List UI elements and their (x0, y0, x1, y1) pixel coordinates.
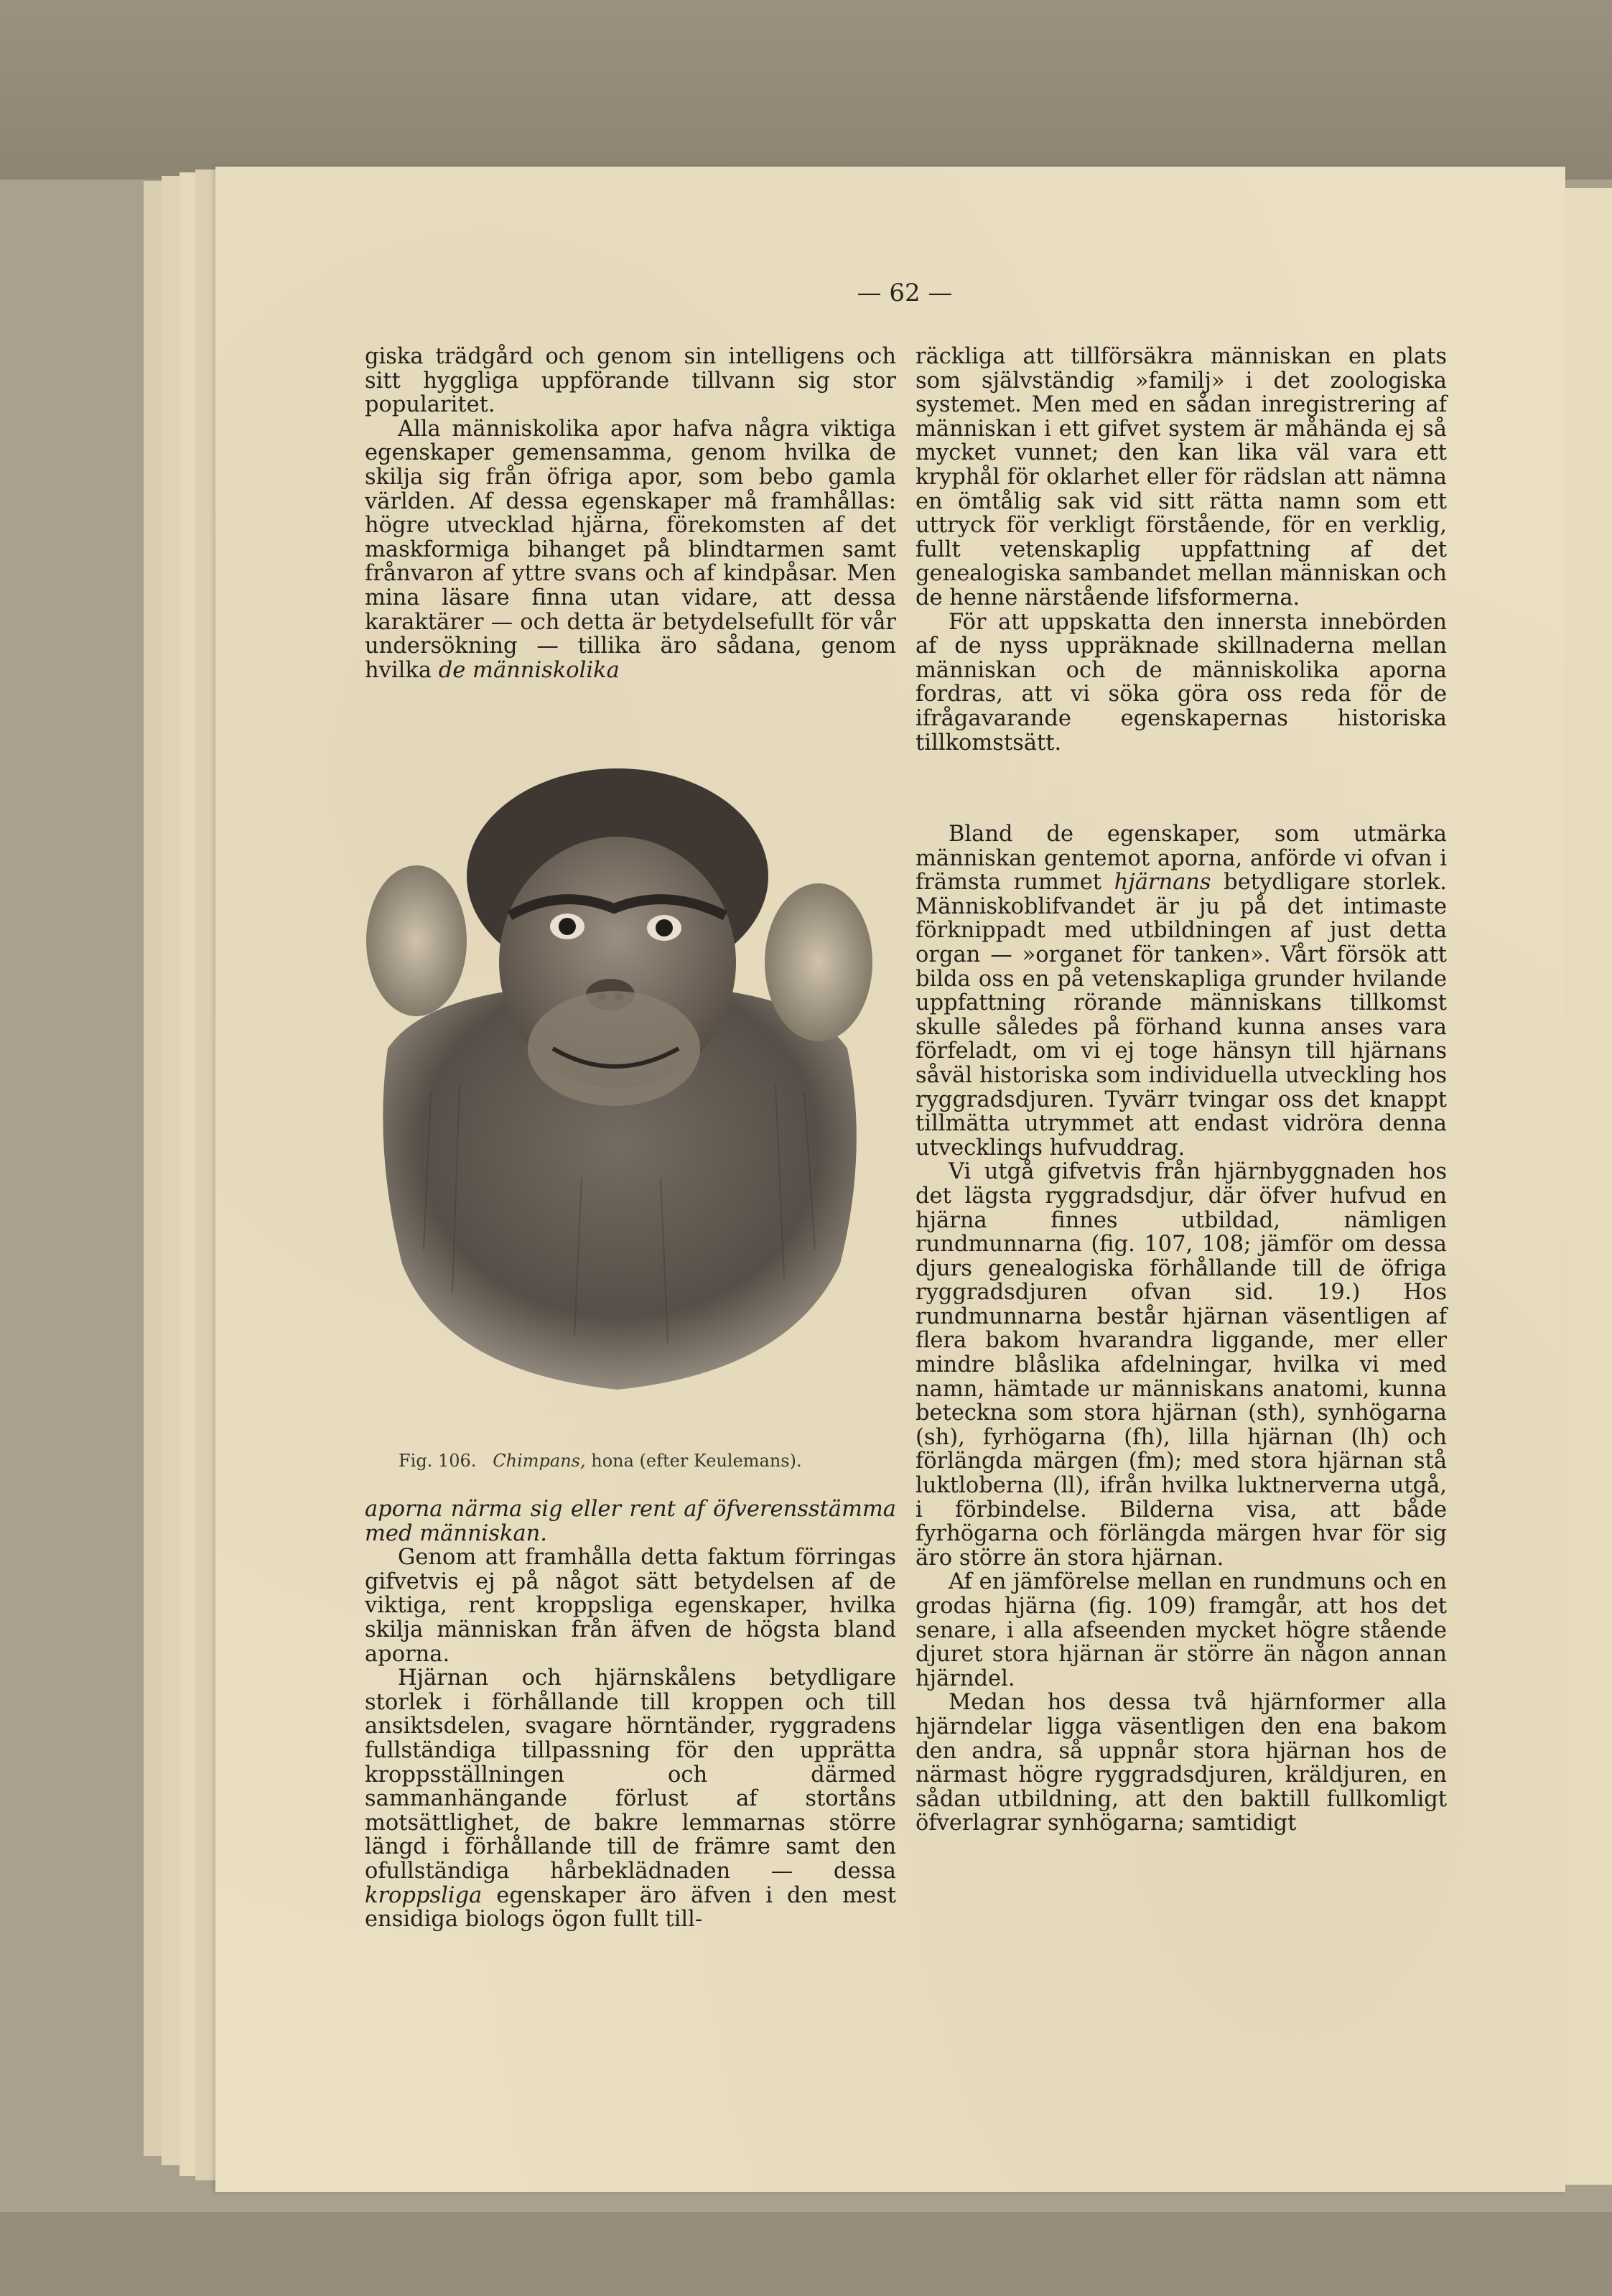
chimpanzee-figure (345, 747, 898, 1393)
right-column-bottom (916, 822, 1447, 1836)
page-number: — 62 — (857, 279, 953, 307)
backdrop-bottom (0, 2212, 1612, 2296)
paragraph: För att uppskatta den innersta innebörden af de nyss uppräknade skillnaderna mellan människan och de människolika aporna fordras, att vi söka göra oss reda för de ifrågavarande egenskapernas historiska tillkomstsätt. (916, 609, 1447, 756)
facing-page-edge (1558, 188, 1612, 2185)
left-column-top (365, 345, 896, 682)
paragraph: räckliga att tillförsäkra människan en plats som självständig »familj» i det zoologiska systemet. Men med en sådan inregistrering af människan i ett gifvet system är måhända ej så mycket vunnet; den kan lika väl vara ett kryphål för oklarhet eller för rädslan att nämna en ömtålig sak vid sitt rätta namn som ett uttryck för verkligt förstående, för en verklig, fullt vetenskaplig uppfattning af det genealogiska sambandet mellan människan och de henne närstående lifsformerna. (916, 344, 1447, 610)
paragraph: Genom att framhålla detta faktum förringas gifvetvis ej på något sätt betydelsen af de viktiga, rent kroppsliga egenskaper, hvilka skilja människan från äfven de högsta bland aporna. (365, 1545, 896, 1667)
paragraph: Bland de egenskaper, som utmärka människan gentemot aporna, anförde vi ofvan i främsta rummet hjärnans betydligare storlek. Människoblifvandet är ju på det intimaste förknippadt med utbildningen af just detta organ — »organet för tanken». Vårt försök att bilda oss en på vetenskapliga grunder hvilande uppfattning rörande människans tillkomst skulle således på förhand kunna anses vara förfeladt, om vi ej toge hänsyn till hjärnans såväl historiska som individuella utveckling hos ryggradsdjuren. Tyvärr tvingar oss det knappt tillmätta utrymmet att endast vidröra denna utvecklings hufvuddrag. (916, 822, 1447, 1161)
paragraph: Alla människolika apor hafva några viktiga egenskaper gemensamma, genom hvilka de skilja sig från öfriga apor, som bebo gamla världen. Af dessa egenskaper må framhållas: högre utvecklad hjärna, förekomsten af det maskformiga bihanget på blindtarmen samt frånvaron af yttre svans och af kindpåsar. Men mina läsare finna utan vidare, att dessa karaktärer — och detta är betydelsefullt för vår undersökning — tillika äro sådana, genom hvilka de människolika (365, 416, 896, 683)
figure-caption: Fig. 106. Chimpans, hona (efter Keulemans). (399, 1451, 802, 1471)
paragraph: Af en jämförelse mellan en rundmuns och en grodas hjärna (fig. 109) framgår, att hos det senare, i alla afseenden mycket högre stående djuret stora hjärnan är större än någon annan hjärndel. (916, 1569, 1447, 1691)
paragraph: Vi utgå gifvetvis från hjärnbyggnaden hos det lägsta ryggradsdjur, där öfver hufvud en hjärna finnes utbildad, nämligen rundmunnarna (fig. 107, 108; jämför om dessa djurs genealogiska förhållande till de öfriga ryggradsdjuren ofvan sid. 19.) Hos rundmunnarna består hjärnan väsentligen af flera bakom hvarandra liggande, mer eller mindre blåslika afdelningar, hvilka vi med namn, hämtade ur människans anatomi, kunna beteckna som stora hjärnan (sth), synhögarna (sh), fyrhögarna (fh), lilla hjärnan (lh) och förlängda märgen (fm); med stora hjärnan stå luktloberna (ll), ifrån hvilka luktnerverna utgå, i förbindelse. Bilderna visa, att både fyrhögarna och förlängda märgen hvar för sig äro större än stora hjärnan. (916, 1159, 1447, 1571)
paragraph: Medan hos dessa två hjärnformer alla hjärndelar ligga väsentligen den ena bakom den andra, så uppnår stora hjärnan hos de närmast högre ryggradsdjuren, kräldjuren, en sådan utbildning, att den baktill fullkomligt öfverlagrar synhögarna; samtidigt (916, 1690, 1447, 1836)
right-column-top (916, 345, 1447, 755)
chimpanzee-illustration (345, 747, 898, 1393)
paragraph: aporna närma sig eller rent af öfverensstämma med människan. (365, 1497, 896, 1546)
paragraph: Hjärnan och hjärnskålens betydligare storlek i förhållande till kroppen och till ansiktsdelen, svagare hörntänder, ryggradens fullständiga tillpassning för den upprätta kroppsställningen och därmed sammanhängande förlust af stortåns motsättlighet, de bakre lemmarnas större längd i förhållande till de främre samt den ofullständiga hårbeklädnaden — dessa kroppsliga egenskaper äro äfven i den mest ensidiga biologs ögon fullt till- (365, 1665, 896, 1933)
left-column-bottom (365, 1497, 896, 1932)
paragraph: giska trädgård och genom sin intelligens och sitt hyggliga uppförande tillvann sig stor popularitet. (365, 344, 896, 418)
backdrop (0, 0, 1612, 180)
